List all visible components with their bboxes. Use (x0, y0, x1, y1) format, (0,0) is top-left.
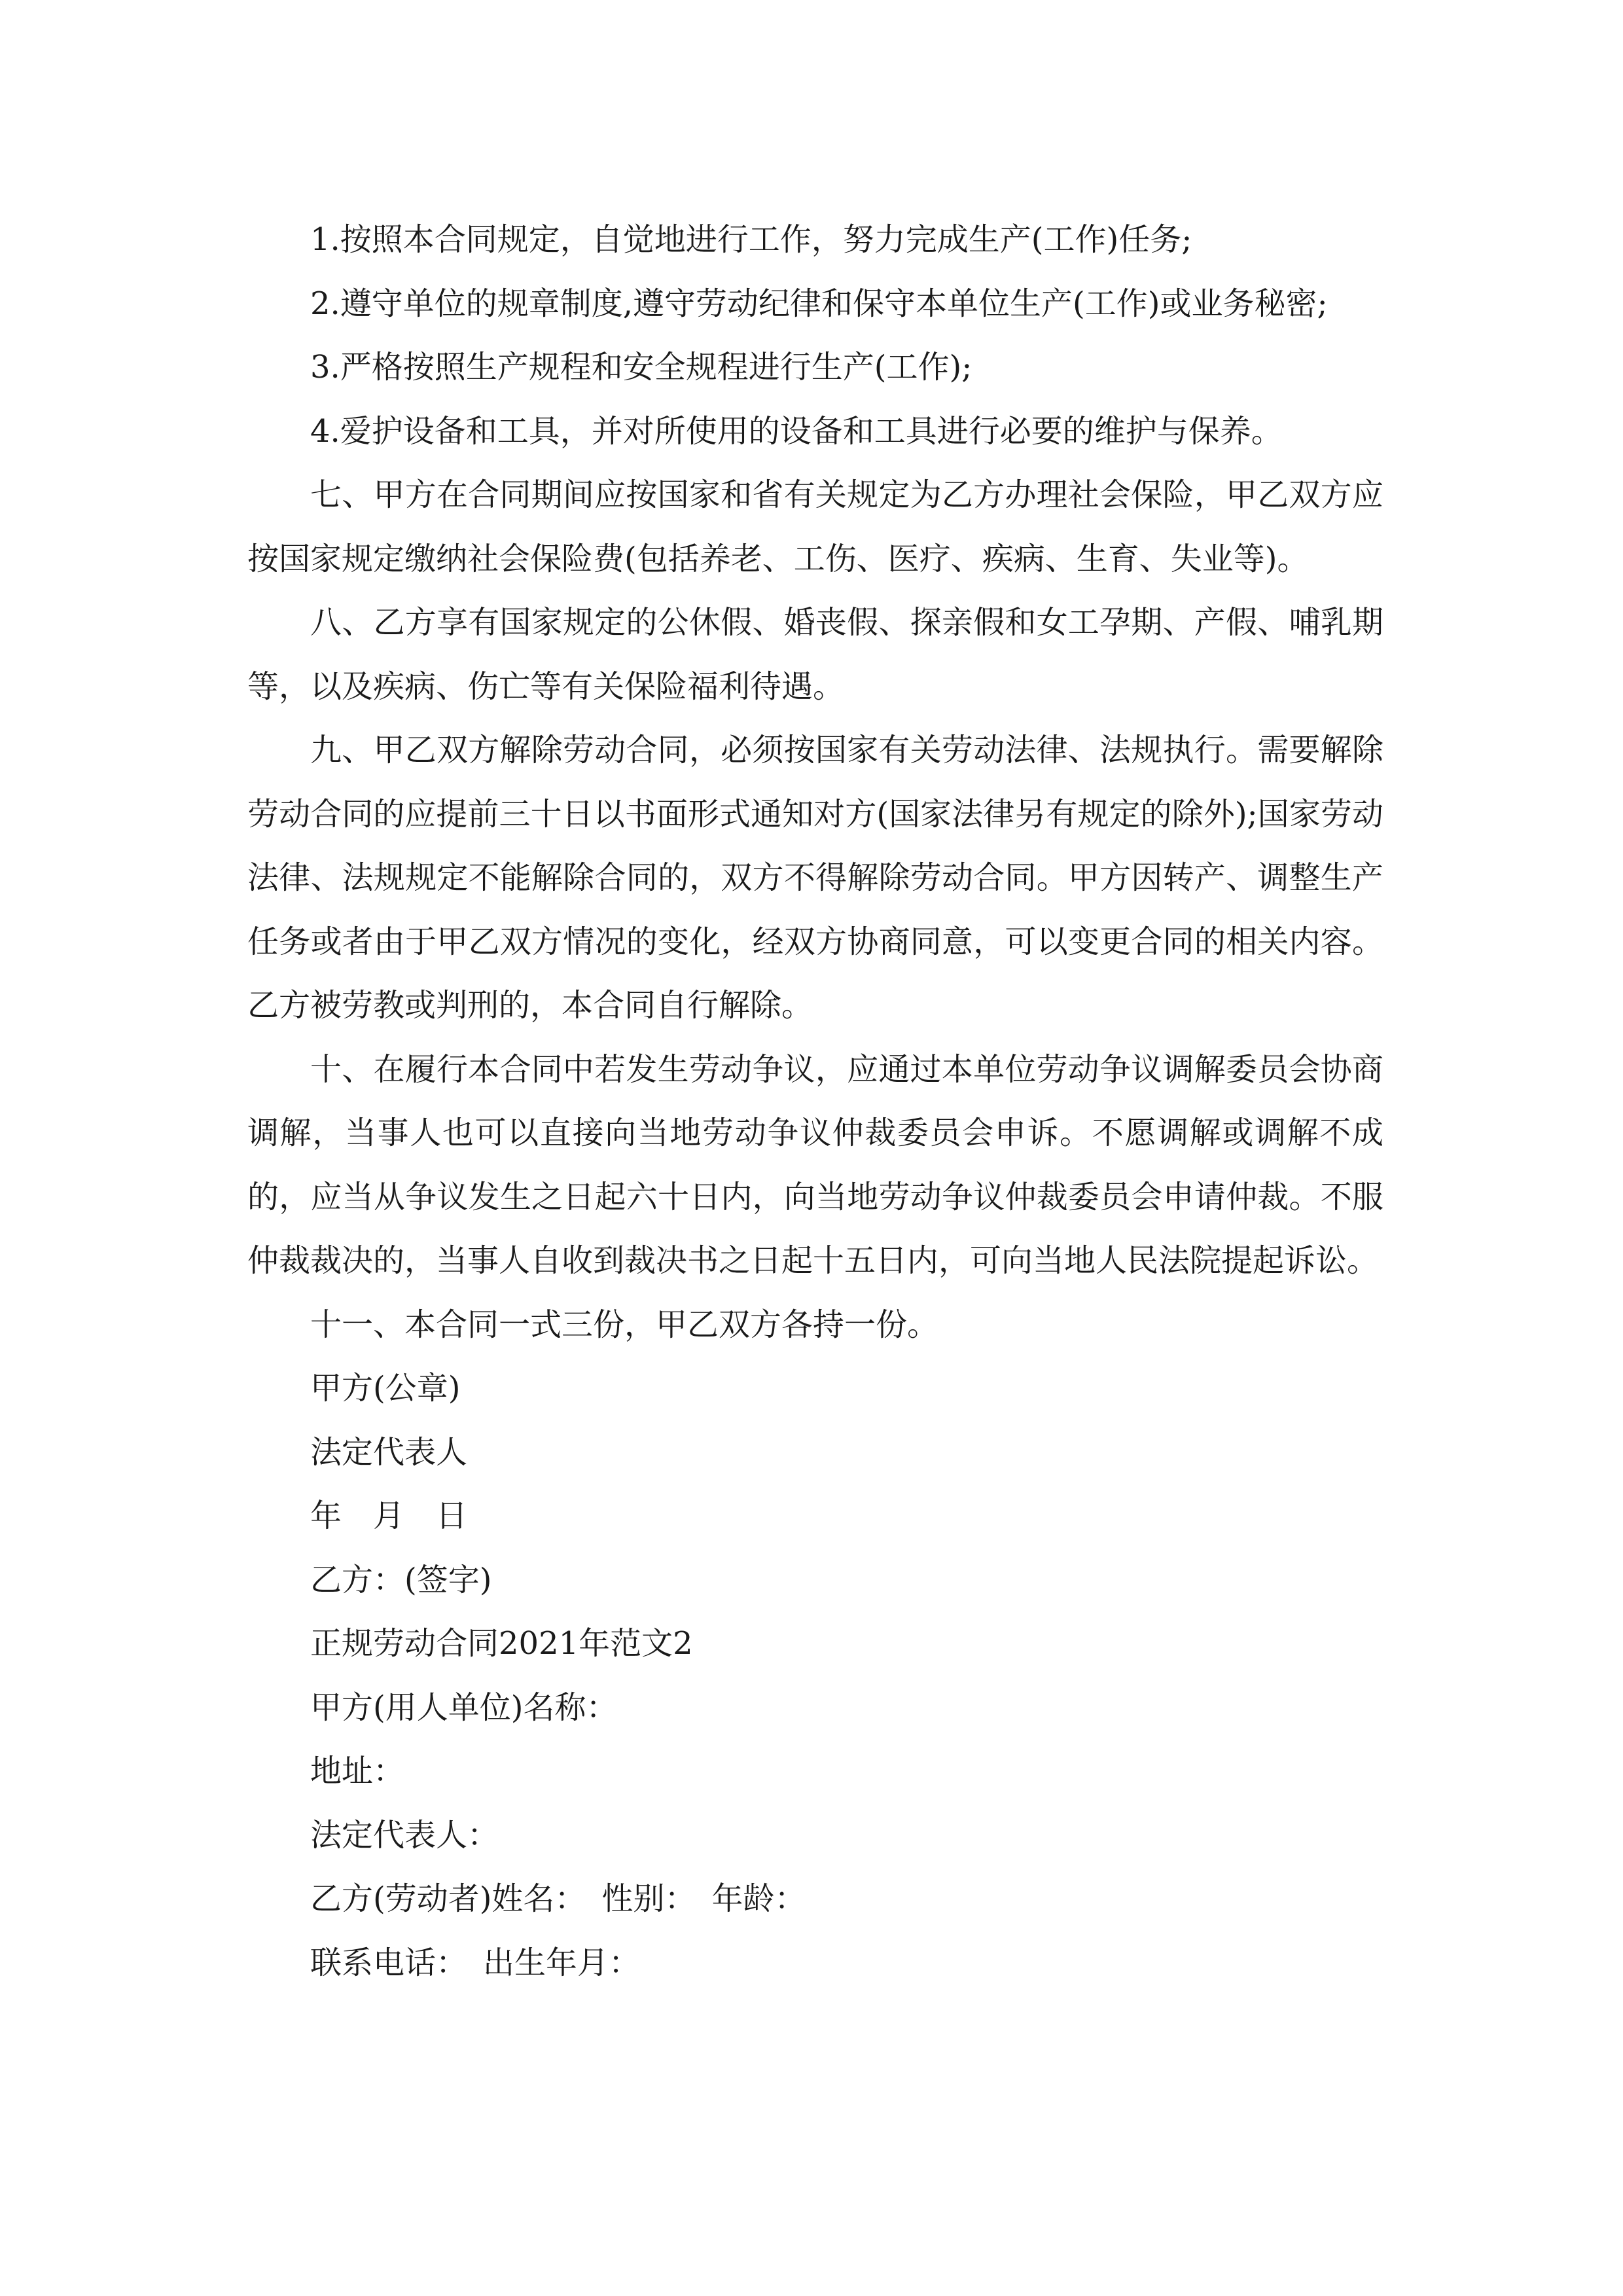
legal-representative-line: 法定代表人 (310, 1433, 468, 1471)
clause-item-4: 4.爱护设备和工具，并对所使用的设备和工具进行必要的维护与保养。 (310, 412, 1283, 450)
legal-rep-field: 法定代表人： (310, 1816, 499, 1854)
contact-info-line (247, 1931, 1383, 1996)
gender-field: 性别： (601, 1880, 696, 1917)
clause-11-copies: 十一、本合同一式三份，甲乙双方各持一份。 (310, 1306, 939, 1343)
date-month: 月 (373, 1498, 405, 1534)
address-field: 地址： (310, 1753, 405, 1789)
clause-item-3: 3.严格按照生产规程和安全规程进行生产(工作); (310, 349, 972, 386)
contract-body (247, 208, 1383, 1995)
party-a-seal-line: 甲方(公章) (310, 1370, 461, 1407)
clause-10-disputes: 十、在履行本合同中若发生劳动争议，应通过本单位劳动争议调解委员会协商调解，当事人也可以直接向当地劳动争议仲裁委员会申诉。不愿调解或调解不成的，应当从争议发生之日起六十日内，向当地劳动争议仲裁委员会申请仲裁。不服仲裁裁决的，当事人自收到裁决书之日起十五日内，可向当地人民法院提起诉讼。 (247, 1050, 1383, 1279)
age-field: 年龄： (711, 1880, 806, 1917)
phone-field: 联系电话： (310, 1944, 468, 1981)
date-year: 年 (310, 1498, 342, 1534)
clause-9-termination: 九、甲乙双方解除劳动合同，必须按国家有关劳动法律、法规执行。需要解除劳动合同的应提前三十日以书面形式通知对方(国家法律另有规定的除外);国家劳动法律、法规规定不能解除合同的，双方不得解除劳动合同。甲方因转产、调整生产任务或者由于甲乙双方情况的变化，经双方协商同意，可以变更合同的相关内容。乙方被劳教或判刑的，本合同自行解除。 (247, 732, 1383, 1024)
date-day: 日 (436, 1498, 468, 1534)
clause-7-social-insurance: 七、甲方在合同期间应按国家和省有关规定为乙方办理社会保险，甲乙双方应按国家规定缴纳社会保险费(包括养老、工伤、医疗、疾病、生育、失业等)。 (247, 476, 1383, 577)
clause-item-2: 2.遵守单位的规章制度,遵守劳动纪律和保守本单位生产(工作)或业务秘密; (310, 285, 1328, 322)
party-b-signature-line: 乙方：(签字) (310, 1561, 492, 1598)
clause-item-1: 1.按照本合同规定，自觉地进行工作，努力完成生产(工作)任务; (310, 221, 1192, 258)
party-b-info-line (247, 1867, 1383, 1931)
birth-date-field: 出生年月： (483, 1944, 641, 1981)
party-a-name-field: 甲方(用人单位)名称： (310, 1689, 618, 1726)
date-line (247, 1484, 1383, 1549)
party-b-name-field: 乙方(劳动者)姓名： (310, 1880, 586, 1917)
sample-title: 正规劳动合同2021年范文2 (310, 1625, 693, 1662)
clause-8-leave-benefits: 八、乙方享有国家规定的公休假、婚丧假、探亲假和女工孕期、产假、哺乳期等，以及疾病、伤亡等有关保险福利待遇。 (247, 604, 1383, 705)
